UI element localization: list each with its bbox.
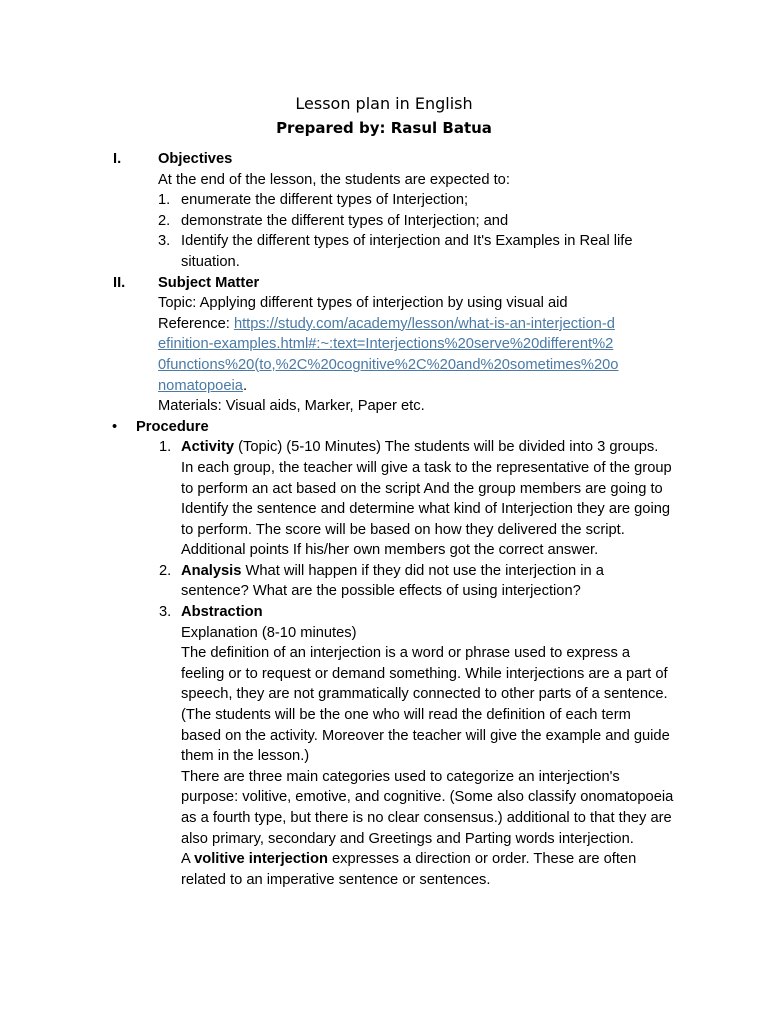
explanation-line: Explanation (8-10 minutes) — [181, 624, 357, 641]
list-item-text — [0, 437, 768, 561]
list-item — [0, 231, 768, 272]
list-item-text — [0, 561, 768, 602]
reference-end: . — [242, 377, 248, 394]
volitive-paragraph — [0, 849, 768, 890]
list-item — [0, 211, 768, 232]
section-subject-matter — [0, 273, 768, 294]
volitive-text: expresses a direction or order. These are often related to an imperative sentence or sentences. — [181, 851, 637, 888]
volitive-term: volitive interjection — [194, 851, 328, 868]
prepared-by: Prepared by: Rasul Batua — [276, 119, 492, 137]
list-number: 3. — [159, 604, 172, 621]
volitive-prefix: A — [181, 851, 195, 868]
procedure-abstraction — [0, 602, 768, 623]
list-number: 3. — [158, 233, 171, 250]
note-paragraph: (The students will be the one who will read the definition of each term based on the activity. Moreover the teacher will give the example and guide them in the lesson.) — [181, 707, 670, 765]
activity-label: Activity — [181, 439, 235, 456]
reference-label: Reference: — [158, 315, 234, 332]
list-number: 2. — [159, 562, 172, 579]
analysis-text: What will happen if they did not use the interjection in a sentence? What are the possible effects of using interjection? — [181, 562, 604, 600]
procedure-activity — [0, 437, 768, 561]
reference-link[interactable]: https://study.com/academy/lesson/what-is-an-interjection-definition-examples.html#:~:text=Interjections%20serve%20different%20functions%20(to,%2C%20cognitive%2C%20and%20sometimes%20onomatopoeia — [158, 315, 619, 394]
list-item-text — [0, 602, 768, 623]
document-body — [0, 149, 768, 890]
objectives-intro: At the end of the lesson, the students are expected to: — [158, 171, 510, 188]
section-heading: Subject Matter — [158, 274, 260, 291]
analysis-label: Analysis — [181, 562, 242, 579]
definition-paragraph: The definition of an interjection is a word or phrase used to express a feeling or to request or demand something. While interjections are a part of speech, they are not grammatically connected to other parts of a sentence. — [181, 645, 668, 703]
section-numeral: II. — [113, 274, 126, 291]
list-number: 2. — [158, 212, 171, 229]
reference-line — [0, 314, 768, 396]
list-item-text: enumerate the different types of Interjection; — [181, 192, 469, 209]
section-procedure — [0, 417, 768, 438]
list-number: 1. — [159, 439, 172, 456]
materials-line: Materials: Visual aids, Marker, Paper etc. — [158, 398, 425, 415]
categories-paragraph: There are three main categories used to categorize an interjection's purpose: volitive, emotive, and cognitive. (Some also classify onomatopoeia as a fourth type, but there is no clear consensus.) additional to that they are also primary, secondary and Greetings and Parting words interjection. — [181, 768, 674, 847]
document-title: Lesson plan in English — [295, 94, 473, 113]
abstraction-label: Abstraction — [181, 604, 263, 621]
list-item-text: Identify the different types of interjection and It's Examples in Real life situation. — [181, 233, 633, 270]
section-heading: Objectives — [158, 151, 233, 167]
bullet-icon: • — [112, 418, 118, 435]
section-numeral: I. — [113, 151, 122, 167]
list-number: 1. — [158, 192, 171, 209]
procedure-analysis — [0, 561, 768, 602]
topic-line: Topic: Applying different types of interjection by using visual aid — [158, 295, 568, 312]
section-objectives — [0, 149, 768, 170]
list-item-text: demonstrate the different types of Interjection; and — [181, 212, 509, 229]
section-heading: Procedure — [136, 418, 209, 435]
list-item — [0, 190, 768, 211]
activity-text: (Topic) (5-10 Minutes) The students will be divided into 3 groups. In each group, the teacher will give a task to the representative of the group to perform an act based on the script And the group members are going to Identify the sentence and determine what kind of Interjection they are going to perform. The score will be based on how they delivered the script. Additional points If his/her own members got the correct answer. — [181, 439, 672, 559]
